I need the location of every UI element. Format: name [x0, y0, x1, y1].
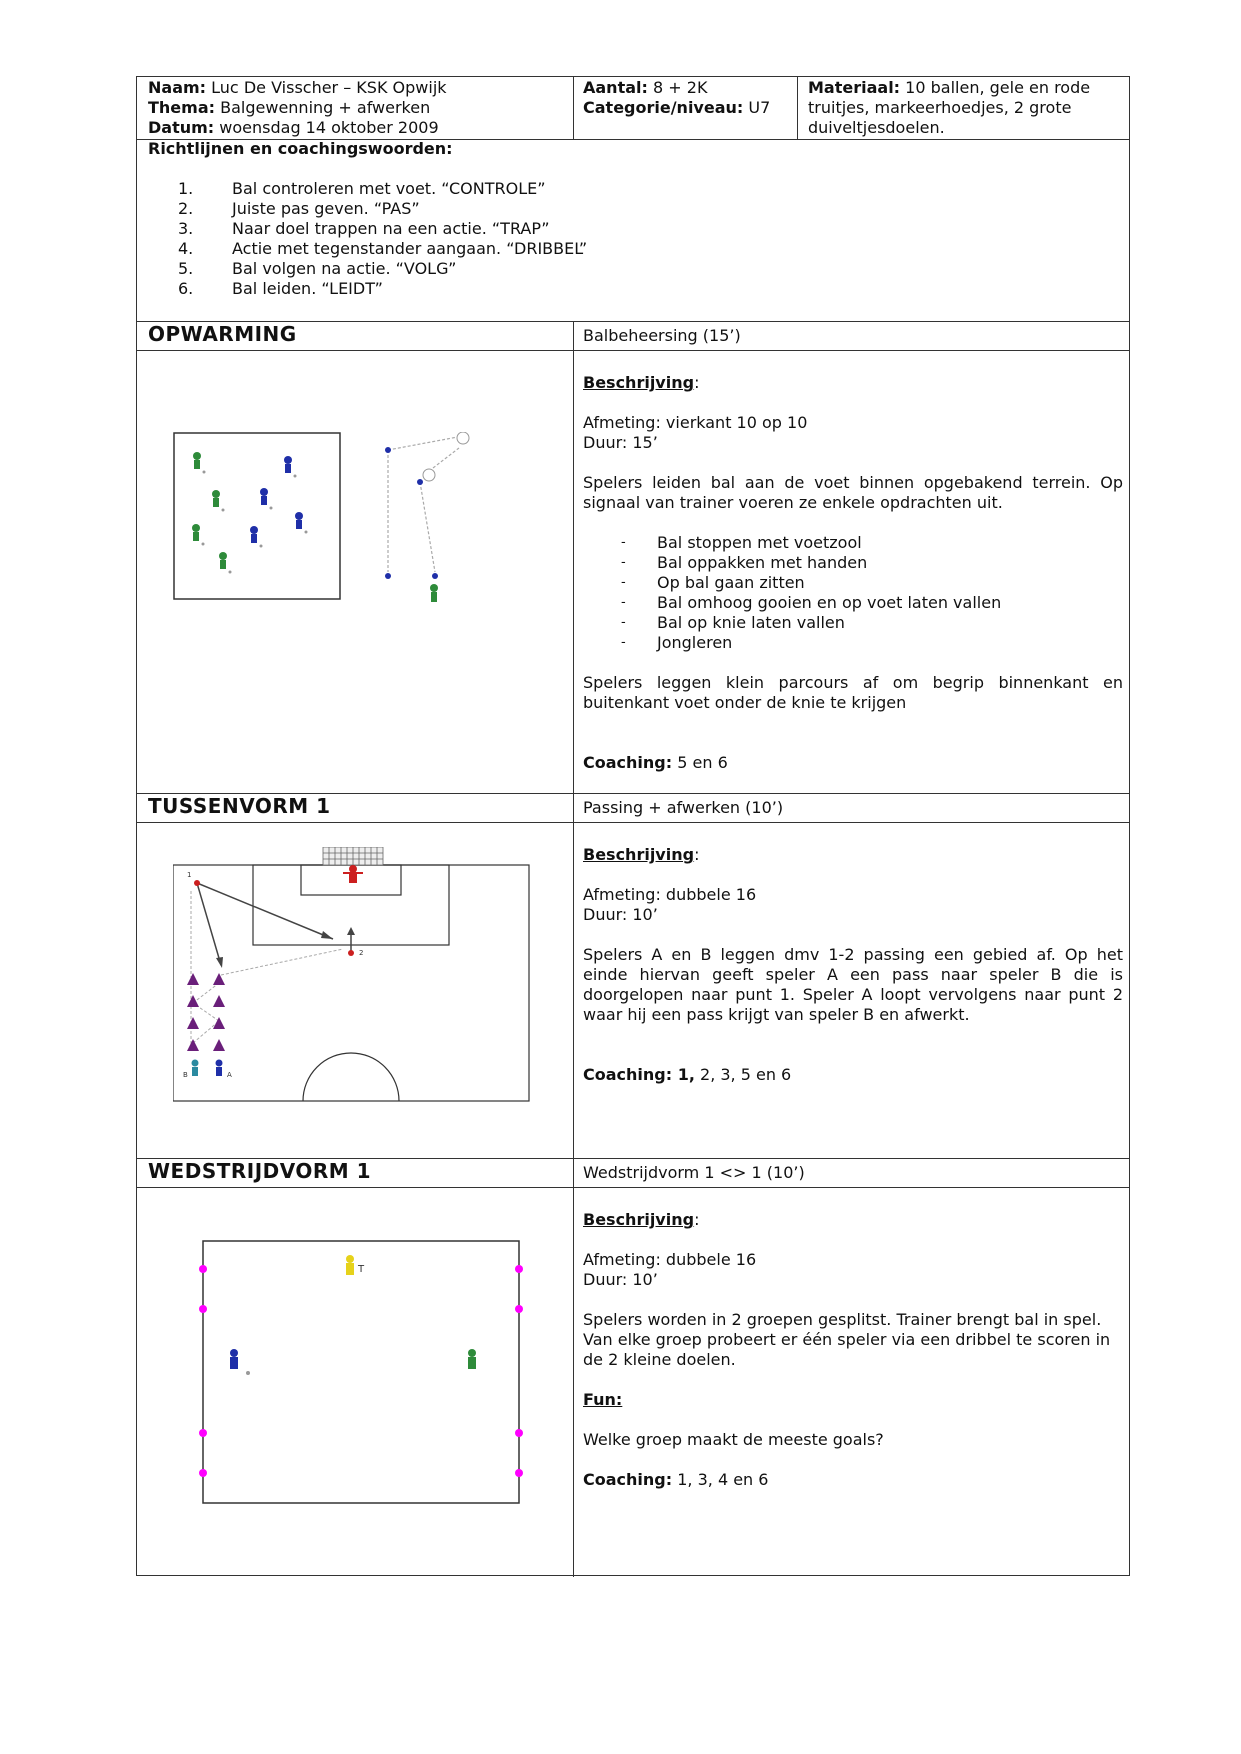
guidelines	[148, 139, 1118, 299]
thema-value: Balgewenning + afwerken	[220, 98, 431, 117]
divider	[573, 321, 574, 1577]
pole-icon	[199, 1265, 523, 1477]
divider	[137, 350, 1129, 351]
wedstrijdvorm-description: Beschrijving: Afmeting: dubbele 16 Duur: 10’ Spelers worden in 2 groepen gesplitst. Trainer brengt bal in spel. Van elke groep probeert er één speler via een dribbel te scoren in de 2 kleine doelen. Fun: Welke groep maakt de meeste goals? Coaching: 1, 3, 4 en 6	[583, 1210, 1123, 1490]
point-1-label: 1	[187, 871, 192, 879]
afmeting: Afmeting: dubbele 16	[583, 885, 757, 904]
section-title-wedstrijdvorm: WEDSTRIJDVORM 1	[148, 1159, 372, 1183]
opdrachten-list	[583, 533, 1123, 653]
session-sheet	[136, 76, 1130, 1576]
section-subtitle-opwarming: Balbeheersing (15’)	[583, 326, 741, 345]
list-item: 3. Naar doel trappen na een actie. “TRAP”	[178, 219, 550, 238]
aantal-label: Aantal:	[583, 78, 648, 97]
thema-label: Thema:	[148, 98, 216, 117]
materiaal-value-line2: truitjes, markeerhoedjes, 2 grote	[808, 98, 1072, 117]
coaching-label: Coaching:	[583, 753, 673, 772]
categorie-label: Categorie/niveau:	[583, 98, 744, 117]
goal-net-icon	[323, 847, 383, 865]
list-item: - Bal oppakken met handen	[583, 553, 1123, 573]
tussenvorm-diagram	[173, 847, 533, 1107]
section-title-opwarming: OPWARMING	[148, 322, 297, 346]
beschrijving-label: Beschrijving	[583, 373, 695, 392]
description-text: Spelers leggen klein parcours af om begrip binnenkant en buitenkant voet onder de knie te krijgen	[583, 673, 1123, 712]
player-a-label: A	[227, 1071, 232, 1079]
green-player-icon	[430, 584, 438, 602]
aantal-value: 8 + 2K	[653, 78, 708, 97]
list-item: - Bal omhoog gooien en op voet laten vallen	[583, 593, 1123, 613]
opwarming-diagram	[173, 432, 513, 612]
trainer-label: T	[358, 1264, 365, 1275]
naam-label: Naam:	[148, 78, 207, 97]
list-item: 1. Bal controleren met voet. “CONTROLE”	[178, 179, 546, 198]
opwarming-description: Beschrijving: Afmeting: vierkant 10 op 10 Duur: 15’ Spelers leiden bal aan de voet binnen opgebakend terrein. Op signaal van trainer voeren ze enkele opdrachten uit. - Bal stoppen met voetzool - Bal oppakken met handen - Op bal gaan zitten - Bal omhoog gooien en op voet laten vallen - Bal op knie laten vallen - Jongleren Spelers leggen klein parcours af om begrip binnenkant en buitenkant voet onder de knie te krijgen Coaching: 5 en 6	[583, 373, 1123, 773]
description-text: Spelers worden in 2 groepen gesplitst. Trainer brengt bal in spel. Van elke groep probeert er één speler via een dribbel te scoren in de 2 kleine doelen.	[583, 1310, 1111, 1369]
coaching-value: 1, 3, 4 en 6	[677, 1470, 769, 1489]
beschrijving-label: Beschrijving	[583, 845, 695, 864]
divider	[573, 77, 574, 139]
list-item: 2. Juiste pas geven. “PAS”	[178, 199, 420, 218]
list-item: - Jongleren	[583, 633, 1123, 653]
goalkeeper-icon	[343, 865, 363, 883]
coaching-value: 5 en 6	[677, 753, 728, 772]
header-info	[148, 78, 568, 138]
player-b-icon	[192, 1060, 199, 1077]
afmeting: Afmeting: dubbele 16	[583, 1250, 757, 1269]
point-2-label: 2	[359, 949, 364, 957]
list-item: - Bal op knie laten vallen	[583, 613, 1123, 633]
trainer-icon	[346, 1255, 354, 1275]
list-item: - Bal stoppen met voetzool	[583, 533, 1123, 553]
parcours-icon	[388, 436, 463, 572]
guidelines-title: Richtlijnen en coachingswoorden:	[148, 139, 453, 158]
coaching-label: Coaching:	[583, 1470, 673, 1489]
description-text: Spelers A en B leggen dmv 1-2 passing een gebied af. Op het einde hiervan geeft speler A een pass naar speler B die is doorgelopen naar punt 1. Speler A loopt vervolgens naar punt 2 waar hij een pass krijgt van speler B en afwerkt.	[583, 945, 1123, 1024]
description-text: Spelers leiden bal aan de voet binnen opgebakend terrein. Op signaal van trainer voeren ze enkele opdrachten uit.	[583, 473, 1123, 512]
divider	[137, 1187, 1129, 1188]
section-subtitle-wedstrijdvorm: Wedstrijdvorm 1 <> 1 (10’)	[583, 1163, 805, 1182]
fun-label: Fun:	[583, 1390, 623, 1409]
afmeting: Afmeting: vierkant 10 op 10	[583, 413, 808, 432]
list-item: 4. Actie met tegenstander aangaan. “DRIBBEL”	[178, 239, 588, 258]
blue-player-icon	[250, 456, 303, 543]
list-item: 6. Bal leiden. “LEIDT”	[178, 279, 383, 298]
datum-label: Datum:	[148, 118, 215, 137]
duur: Duur: 15’	[583, 433, 658, 452]
coaching-value: 2, 3, 5 en 6	[700, 1065, 792, 1084]
beschrijving-label: Beschrijving	[583, 1210, 695, 1229]
blue-player-icon	[230, 1349, 238, 1369]
naam-value: Luc De Visscher – KSK Opwijk	[211, 78, 447, 97]
divider	[797, 77, 798, 139]
header-group	[583, 78, 793, 118]
materiaal-value-line3: duiveltjesdoelen.	[808, 118, 945, 137]
player-b-label: B	[183, 1071, 188, 1079]
section-title-tussenvorm: TUSSENVORM 1	[148, 794, 331, 818]
section-subtitle-tussenvorm: Passing + afwerken (10’)	[583, 798, 784, 817]
tussenvorm-description: Beschrijving: Afmeting: dubbele 16 Duur: 10’ Spelers A en B leggen dmv 1-2 passing een gebied af. Op het einde hiervan geeft speler A een pass naar speler B die is doorgelopen naar punt 1. Speler A loopt vervolgens naar punt 2 waar hij een pass krijgt van speler B en afwerkt. Coaching: 1, 2, 3, 5 en 6	[583, 845, 1123, 1084]
list-item: - Op bal gaan zitten	[583, 573, 1123, 593]
header-material	[808, 78, 1128, 138]
wedstrijdvorm-diagram	[197, 1237, 537, 1517]
player-a-icon	[216, 1060, 223, 1077]
duur: Duur: 10’	[583, 1270, 658, 1289]
materiaal-value: 10 ballen, gele en rode	[905, 78, 1091, 97]
coaching-label: Coaching: 1,	[583, 1065, 695, 1084]
categorie-value: U7	[748, 98, 771, 117]
list-item: 5. Bal volgen na actie. “VOLG”	[178, 259, 457, 278]
fun-text: Welke groep maakt de meeste goals?	[583, 1430, 884, 1449]
materiaal-label: Materiaal:	[808, 78, 901, 97]
divider	[137, 822, 1129, 823]
guidelines-list	[148, 179, 1118, 299]
duur: Duur: 10’	[583, 905, 658, 924]
green-player-icon	[468, 1349, 476, 1369]
datum-value: woensdag 14 oktober 2009	[219, 118, 439, 137]
